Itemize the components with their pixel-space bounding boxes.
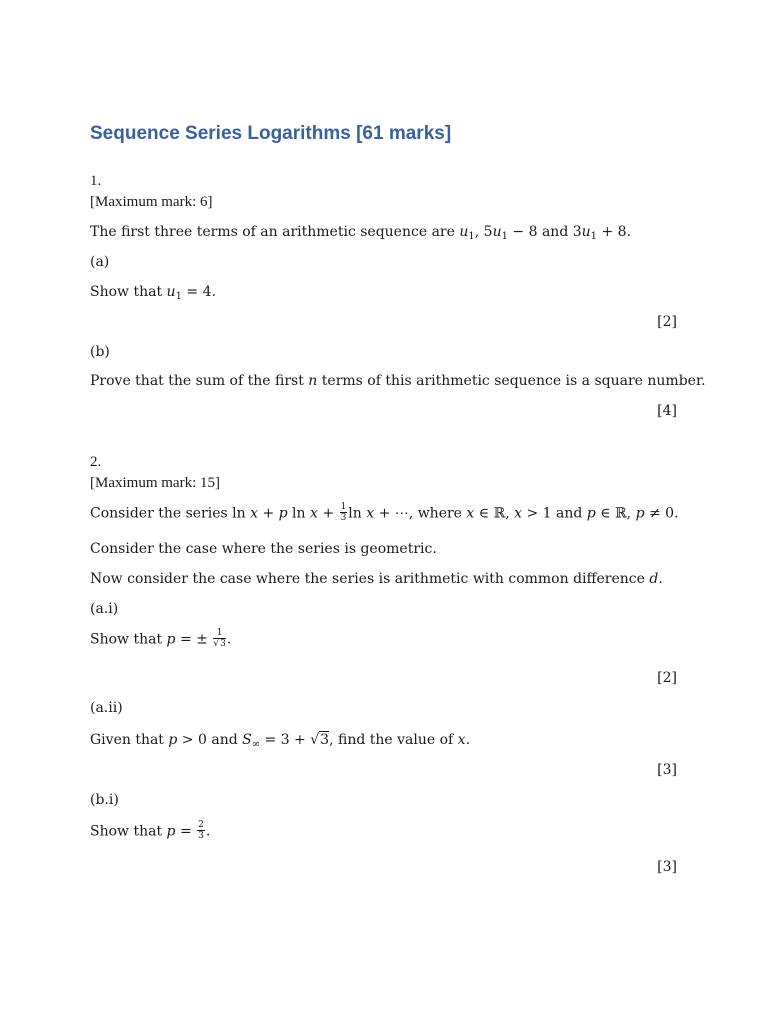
question-1-part-b-label: (b) (90, 344, 110, 360)
question-1-max-mark: [Maximum mark: 6] (90, 194, 213, 210)
question-2-number: 2. (90, 454, 102, 470)
question-2-part-ai-text: Show that p = ± $\frac{1}{√3}$ . (90, 628, 232, 649)
question-2-part-aii-label: (a.ii) (90, 700, 123, 716)
question-1-part-a-label: (a) (90, 254, 110, 270)
question-2-part-aii-text: Given that p > 0 and $S_\infty = 3 + √3$, find the value of x. (90, 732, 471, 750)
question-1-part-b-text: Prove that the sum of the first n terms of this arithmetic sequence is a square number. (90, 373, 706, 389)
question-1-part-a-marks: [2] (657, 314, 677, 330)
question-2-max-mark: [Maximum mark: 15] (90, 475, 220, 491)
question-2-part-bi-label: (b.i) (90, 792, 119, 808)
page-title: Sequence Series Logarithms [61 marks] (90, 123, 452, 144)
question-1-part-a-text: Show that $u_1 = 4$. (90, 284, 216, 302)
question-2-context-arithmetic: Now consider the case where the series is arithmetic with common difference d. (90, 571, 663, 587)
question-2-part-aii-marks: [3] (657, 762, 677, 778)
question-1-number: 1. (90, 173, 102, 189)
question-1-intro: The first three terms of an arithmetic sequence are $u_1$, $5u_1 - 8$ and $3u_1 + 8$. (90, 224, 632, 242)
question-2-part-bi-text: Show that p = $\frac{2}{3}$ . (90, 820, 211, 841)
question-1-part-b-marks: [4] (657, 403, 677, 419)
question-2-intro: Consider the series ln x + p ln x + $\frac{1}{3}$ ln x + ⋯, where x ∈ ℝ, x > 1 and p ∈ ℝ, p ≠ 0. (90, 502, 679, 523)
question-2-part-ai-marks: [2] (657, 670, 677, 686)
question-2-context-geometric: Consider the case where the series is geometric. (90, 541, 437, 557)
question-2-part-ai-label: (a.i) (90, 601, 119, 617)
question-2-part-bi-marks: [3] (657, 859, 677, 875)
